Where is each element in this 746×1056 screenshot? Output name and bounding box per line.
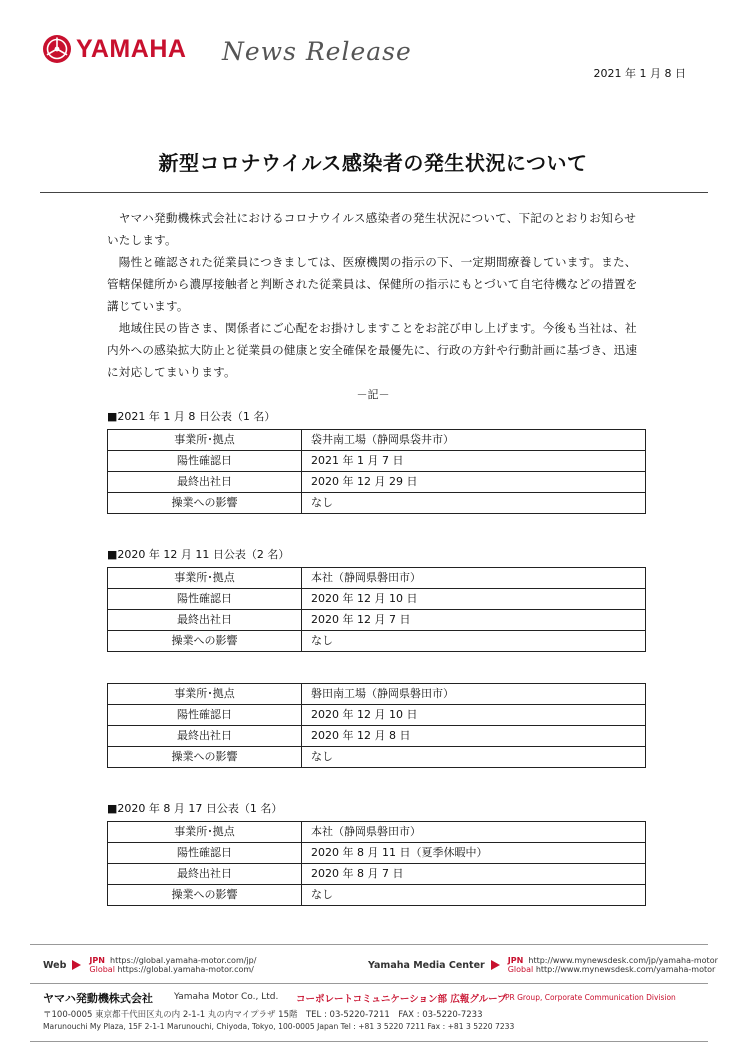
table-row xyxy=(108,493,646,514)
row-label: 事業所･拠点 xyxy=(108,822,302,843)
row-label: 操業への影響 xyxy=(108,885,302,906)
title-divider xyxy=(40,192,708,193)
table-row xyxy=(108,610,646,631)
row-label: 最終出社日 xyxy=(108,472,302,493)
global-tag: Global xyxy=(507,965,534,974)
section-heading: ■2020 年 12 月 11 日公表（2 名） xyxy=(107,548,290,561)
news-release-label: News Release xyxy=(222,37,412,66)
row-value: 磐田南工場（静岡県磐田市） xyxy=(302,684,646,705)
brand-wordmark: YAMAHA xyxy=(76,35,187,63)
row-value: 2020 年 12 月 10 日 xyxy=(302,589,646,610)
table-row xyxy=(108,589,646,610)
row-value: 2020 年 12 月 7 日 xyxy=(302,610,646,631)
media-center-label: Yamaha Media Center xyxy=(368,959,485,971)
table-row xyxy=(108,843,646,864)
arrow-right-icon xyxy=(491,960,500,970)
row-label: 操業への影響 xyxy=(108,631,302,652)
section-heading: ■2020 年 8 月 17 日公表（1 名） xyxy=(107,802,283,815)
row-label: 陽性確認日 xyxy=(108,451,302,472)
web-label: Web xyxy=(43,959,67,971)
row-value: 2020 年 8 月 11 日（夏季休暇中） xyxy=(302,843,646,864)
yamaha-logo xyxy=(42,34,186,64)
notice-marker: －記－ xyxy=(356,388,390,401)
row-label: 最終出社日 xyxy=(108,864,302,885)
media-jpn-link[interactable]: http://www.mynewsdesk.com/jp/yamaha-motor xyxy=(528,956,718,965)
footer-divider xyxy=(30,1041,708,1042)
row-label: 事業所･拠点 xyxy=(108,430,302,451)
footer-divider xyxy=(30,983,708,984)
row-label: 事業所･拠点 xyxy=(108,684,302,705)
info-table xyxy=(107,429,646,514)
info-table xyxy=(107,683,646,768)
row-value: 本社（静岡県磐田市） xyxy=(302,568,646,589)
row-value: 2020 年 8 月 7 日 xyxy=(302,864,646,885)
page-title: 新型コロナウイルス感染者の発生状況について xyxy=(158,151,588,175)
body-text xyxy=(107,207,647,383)
row-label: 陽性確認日 xyxy=(108,843,302,864)
row-label: 陽性確認日 xyxy=(108,589,302,610)
row-label: 事業所･拠点 xyxy=(108,568,302,589)
paragraph-3: 地域住民の皆さま、関係者にご心配をお掛けしますことをお詫び申し上げます。今後も当社は、社内外への感染拡大防止と従業員の健康と安全確保を最優先に、行政の方針や行動計画に基づき、迅速に対応してまいります。 xyxy=(107,321,638,379)
row-value: なし xyxy=(302,493,646,514)
media-global-link[interactable]: http://www.mynewsdesk.com/yamaha-motor xyxy=(535,965,716,974)
table-row xyxy=(108,430,646,451)
web-global-link[interactable]: https://global.yamaha-motor.com/ xyxy=(117,965,254,974)
row-value: 2020 年 12 月 10 日 xyxy=(302,705,646,726)
table-row xyxy=(108,568,646,589)
table-row xyxy=(108,631,646,652)
address-en: Marunouchi My Plaza, 15F 2-1-1 Marunouchi, Chiyoda, Tokyo, 100-0005 Japan Tel : +81 3 5220 7211 Fax : +81 3 5220 7233 xyxy=(43,1022,515,1031)
info-table xyxy=(107,567,646,652)
company-name: ヤマハ発動機株式会社 xyxy=(43,992,153,1005)
table-row xyxy=(108,472,646,493)
row-value: 2020 年 12 月 8 日 xyxy=(302,726,646,747)
department-name-en: PR Group, Corporate Communication Division xyxy=(505,993,676,1002)
table-row xyxy=(108,822,646,843)
tuning-fork-emblem-icon xyxy=(42,34,72,64)
jpn-tag: JPN xyxy=(507,956,524,965)
table-row xyxy=(108,705,646,726)
media-link-block xyxy=(368,956,718,974)
section-heading: ■2021 年 1 月 8 日公表（1 名） xyxy=(107,410,276,423)
row-value: なし xyxy=(302,631,646,652)
info-table xyxy=(107,821,646,906)
paragraph-1: ヤマハ発動機株式会社におけるコロナウイルス感染者の発生状況について、下記のとおりお知らせいたします。 xyxy=(107,211,637,247)
web-links xyxy=(89,956,256,974)
table-row xyxy=(108,684,646,705)
row-label: 最終出社日 xyxy=(108,610,302,631)
jpn-tag: JPN xyxy=(89,956,105,965)
table-row xyxy=(108,864,646,885)
paragraph-2: 陽性と確認された従業員につきましては、医療機関の指示の下、一定期間療養しています。また、管轄保健所から濃厚接触者と判断された従業員は、保健所の指示にもとづいて自宅待機などの措置を講じています。 xyxy=(107,255,638,313)
row-value: 本社（静岡県磐田市） xyxy=(302,822,646,843)
table-row xyxy=(108,885,646,906)
row-label: 陽性確認日 xyxy=(108,705,302,726)
row-value: 2021 年 1 月 7 日 xyxy=(302,451,646,472)
footer-divider xyxy=(30,944,708,945)
row-value: なし xyxy=(302,747,646,768)
row-label: 最終出社日 xyxy=(108,726,302,747)
arrow-right-icon xyxy=(72,960,81,970)
table-row xyxy=(108,747,646,768)
web-jpn-link[interactable]: https://global.yamaha-motor.com/jp/ xyxy=(110,956,257,965)
company-name-en: Yamaha Motor Co., Ltd. xyxy=(174,992,279,1002)
row-value: 2020 年 12 月 29 日 xyxy=(302,472,646,493)
department-name: コーポレートコミュニケーション部 広報グループ xyxy=(296,994,507,1005)
release-date: 2021 年 1 月 8 日 xyxy=(593,67,686,80)
row-label: 操業への影響 xyxy=(108,747,302,768)
address-jp: 〒100-0005 東京都千代田区丸の内 2-1-1 丸の内マイプラザ 15階 TEL : 03-5220-7211 FAX : 03-5220-7233 xyxy=(43,1010,483,1020)
row-label: 操業への影響 xyxy=(108,493,302,514)
web-link-block xyxy=(43,956,256,974)
media-links xyxy=(508,956,718,974)
table-row xyxy=(108,451,646,472)
table-row xyxy=(108,726,646,747)
row-value: 袋井南工場（静岡県袋井市） xyxy=(302,430,646,451)
global-tag: Global xyxy=(89,965,115,974)
row-value: なし xyxy=(302,885,646,906)
